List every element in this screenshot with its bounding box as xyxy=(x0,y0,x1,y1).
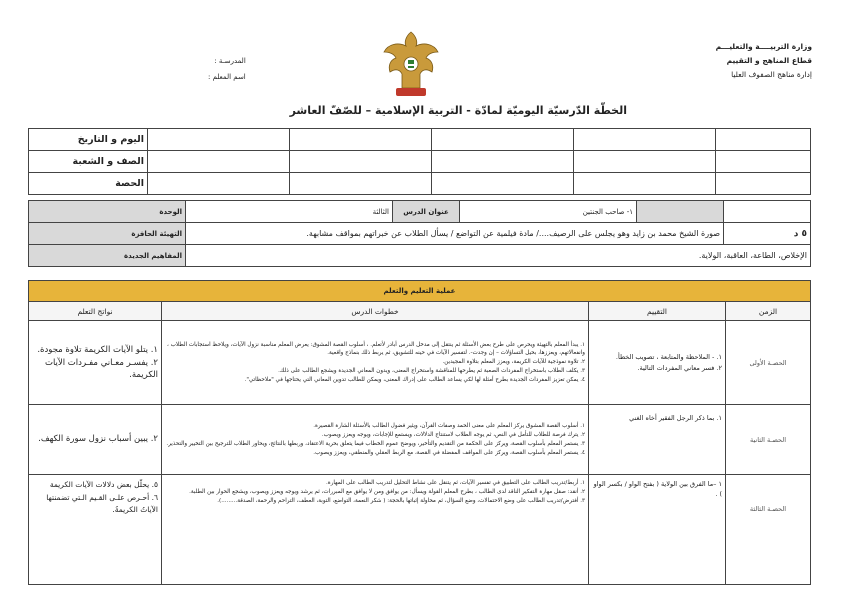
ministry-name: وزارة التربيــــة والتعليـــم xyxy=(715,42,812,51)
period-cell-1[interactable] xyxy=(148,173,290,195)
list-item: ٢. يبين أسباب نزول سورة الكهف. xyxy=(38,434,158,444)
list-item: ١. بما ذكر الرجل الفقير أخاه الغني xyxy=(629,414,722,422)
lesson-title-label: عنوان الدرس xyxy=(393,201,460,223)
class-section-cell-2[interactable] xyxy=(290,151,432,173)
unit-grey-cell xyxy=(637,201,724,223)
day-date-cell-5[interactable] xyxy=(716,129,811,151)
teacher-label: اسم المعلم : xyxy=(208,73,246,81)
list-item: ٢. يترك فرصة للطلاب للتأمل في النص، ثم يوجه الطلاب لاستنتاج الدلالات، ويستمع للإجابات، ويوجه ويعزز ويصوب. xyxy=(321,431,585,438)
day-date-cell-2[interactable] xyxy=(290,129,432,151)
process-heading: عملية التعليم والتعلم xyxy=(29,281,811,302)
class-section-cell-1[interactable] xyxy=(148,151,290,173)
list-item: ٣. يستمر المعلم بأسلوب القصة، ويركز على الحكمة من التقديم والتأخير، ويوضح عموم الخطاب فيما يتعلق بحرية الاعتقاد، وربطها بالنتائج، ويحاور الطلاب للترجيح بين التخيير والتحذير. xyxy=(166,440,585,447)
list-item: ١. يبدأ المعلم بالتهيئة ويحرص على طرح بعض الأسئلة ثم ينتقل إلى مدخل الدرس أبادر لأتعلم. ، أسلوب القصة المشوق: يعرض المعلم مناسبة نزول الآيات، ويلاحظ استجابات الطلاب ، وانفعالاتهم، ويعززها، بحيل التساؤلات – إن وجدت-. لتفسير الآيات في حينه للتشويق، ثم يربط ذلك بنماذج واقعية. xyxy=(167,341,585,356)
steps-cell xyxy=(162,475,589,585)
list-item: ٢. يفسـر معـاني مفـردات الآيات الكريمة. xyxy=(44,357,158,380)
list-item: ١. - الملاحظة والمتابعة ، تصويب الخطأ. xyxy=(615,352,722,361)
col-outcomes: نواتج التعلم xyxy=(29,302,162,321)
col-steps: خطوات الدرس xyxy=(162,302,589,321)
steps-cell xyxy=(162,405,589,475)
table-row xyxy=(29,321,811,405)
uae-emblem-icon xyxy=(380,28,442,100)
list-item: ٣. أفترض/تدريب الطالب على وضع الاحتمالات، وضع السؤال، ثم محاولة إثباتها بالحجة: ( شكر النعمة، التواضع، التوبة، العطف، التراحم والرحمة، الصدقة.........). xyxy=(217,498,585,504)
period-cell-2[interactable] xyxy=(290,173,432,195)
day-date-cell-3[interactable] xyxy=(432,129,574,151)
motivation-value: صورة الشيخ محمد بن زايد وهو يجلس على الرصيف..../ مادة فيلمية عن التواضع / يسأل الطلاب عن خبراتهم بمواقف مشابهة. xyxy=(186,223,724,245)
unit-table xyxy=(28,200,811,267)
new-concepts-value: الإخلاص، الطاعة، العاقبة، الولاية. xyxy=(186,245,811,267)
day-date-label: اليوم و التاريخ xyxy=(29,129,148,151)
ministry-header xyxy=(716,40,812,82)
unit-empty-cell xyxy=(724,201,811,223)
list-item: ٥. يحلّل بعض دلالات الآيات الكريمة xyxy=(49,480,158,489)
table-row xyxy=(29,405,811,475)
motivation-label: التهيئة الحافزة xyxy=(29,223,186,245)
assessment-cell xyxy=(589,321,726,405)
school-teacher-block xyxy=(208,53,246,85)
list-item: ١. أسلوب القصة المشوق يركز المعلم على معنى الحمد وصفات القرآن، ويثير فضول الطالب بالأسئلة الشارة القصيرة. xyxy=(313,422,585,429)
process-table xyxy=(28,280,811,585)
assessment-cell xyxy=(589,405,726,475)
lesson-title-value: ١- صاحب الجنتين xyxy=(460,201,637,223)
col-time: الزمن xyxy=(726,302,811,321)
list-item: ٢. تلاوة نموذجية للآيات الكريمة، ويعزز المعلم بتلاوة المجيدين. xyxy=(442,358,585,365)
time-cell: الحصـة الثانية xyxy=(726,405,811,475)
period-cell-5[interactable] xyxy=(716,173,811,195)
unit-value: الثالثة xyxy=(186,201,393,223)
col-assessment: التقييم xyxy=(589,302,726,321)
steps-cell xyxy=(162,321,589,405)
list-item: ٤. يمكن تعزيز المفردات الجديدة بطرح أمثلة لها لكي يساعد الطالب على إدراك المعنى، ويمكن للطالب تدوين المعاني التي يحتاجها في "ملاحظاتي". xyxy=(244,376,585,383)
list-item: ١. يتلو الآيات الكريمة تلاوة مجودة. xyxy=(37,344,158,355)
list-item: ٣. يكلف الطلاب باستخراج المفردات الصعبة ثم يطرحها للمناقشة واستخراج المعنى، ويدون المعاني الجديدة ويشجع الطالب على ذلك. xyxy=(278,367,585,374)
list-item: ٤. يستمر المعلم بأسلوب القصة، ويركز على المواقف المفضلة في القصة، مع الربط العقلي والمنطقي، ويعزز ويصوب. xyxy=(313,449,585,456)
list-item: ٦. أحـرص علـى القـيم الـتي تضمنتها الآياتُ الكريمةُ. xyxy=(46,493,158,514)
sector-name: قطاع المناهج و التقييم xyxy=(726,56,812,65)
list-item: ١ –ما الفرق بين الولاية ( بفتح الواو / بكسر الواو ) . xyxy=(593,480,722,498)
school-label: المدرسـة : xyxy=(214,57,246,65)
duration: ٥ د xyxy=(724,223,811,245)
outcomes-cell xyxy=(29,405,162,475)
outcomes-cell xyxy=(29,321,162,405)
period-label: الحصة xyxy=(29,173,148,195)
time-cell: الحصـة الثالثة xyxy=(726,475,811,585)
period-cell-4[interactable] xyxy=(574,173,716,195)
outcomes-cell xyxy=(29,475,162,585)
department-name: إدارة مناهج الصفوف العليا xyxy=(731,70,812,79)
class-section-label: الصف و الشعبة xyxy=(29,151,148,173)
day-date-cell-1[interactable] xyxy=(148,129,290,151)
assessment-cell xyxy=(589,475,726,585)
list-item: ١. أربط/تدريب الطالب على التطبيق في تفسير الآيات، ثم يتنقل على نشاط التحليل لتدريب الطالب على المهارة. xyxy=(326,480,585,486)
unit-label: الوحدة xyxy=(29,201,186,223)
class-section-cell-5[interactable] xyxy=(716,151,811,173)
table-row xyxy=(29,475,811,585)
day-date-cell-4[interactable] xyxy=(574,129,716,151)
page-title: الخطّة الدّرسيّة اليوميّة لمادّة - التربية الإسلامية – للصّفّ العاشر xyxy=(289,104,627,117)
class-section-cell-3[interactable] xyxy=(432,151,574,173)
class-section-cell-4[interactable] xyxy=(574,151,716,173)
list-item: ٢. أنقد: صقل مهارة التفكير الناقد لدى الطالب ، بطرح المعلم القولة ويسأل: من يوافق ومن لا يوافق مع المبررات، ثم يرشد ويوجه ويعزز ويصوب، ويشجع الحوار بين الطلبة. xyxy=(189,489,585,495)
new-concepts-label: المفاهيم الجديدة xyxy=(29,245,186,267)
time-cell: الحصـة الأولى xyxy=(726,321,811,405)
period-cell-3[interactable] xyxy=(432,173,574,195)
list-item: ٢. فسر معاني المفردات التالية. xyxy=(637,363,722,372)
info-table xyxy=(28,128,811,195)
